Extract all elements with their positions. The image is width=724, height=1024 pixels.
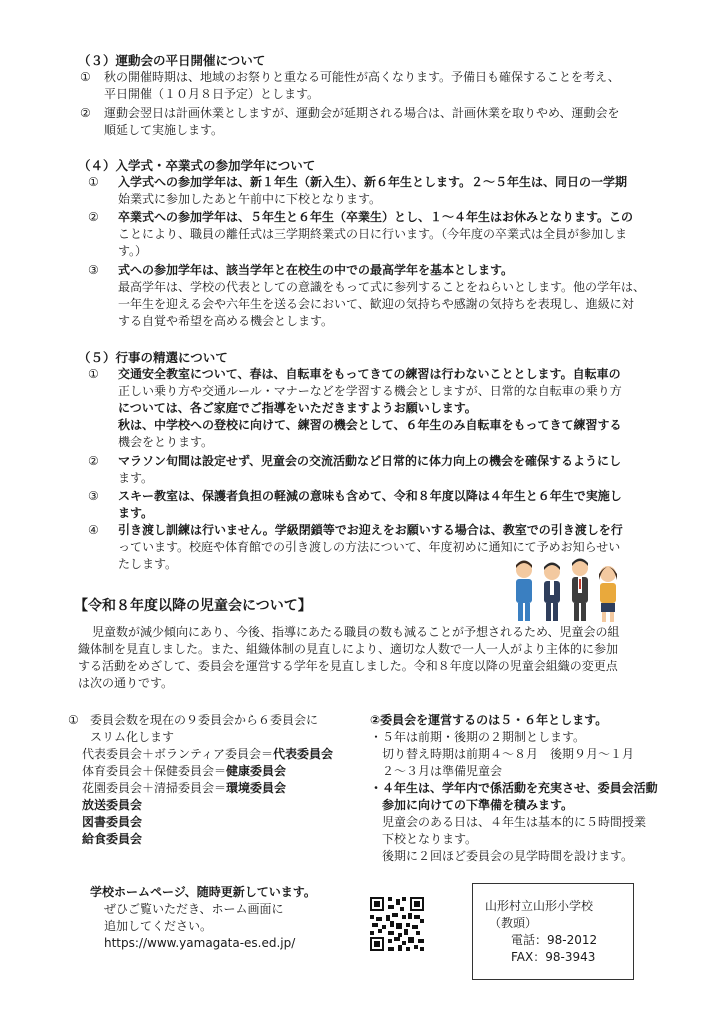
text-line: 委員会数を現在の９委員会から６委員会に [90,713,319,727]
committee-row [82,746,368,763]
text-line: 児童数が減少傾向にあり、今後、指導にあたる職員の数も減ることが予想されるため、児童会の組 [92,625,620,639]
homepage-url[interactable]: https://www.yamagata-es.ed.jp/ [104,936,296,950]
text-line: 参加に向けての下準備を積みます。 [370,798,574,812]
text-line: 織体制を見直しました。また、組織体制の見直しにより、適切な人数で一人一人がより主体的に参加 [78,642,619,656]
text-line: 入学式への参加学年は、新１年生（新入生）、新６年生とします。２～５年生は、同日の一学期 [118,175,628,189]
committee-merge: 代表委員会＋ボランティア委員会＝ [82,747,274,761]
homepage-title: 学校ホームページ、随時更新しています。 [90,885,316,899]
item-number: ① [80,70,91,84]
committee-row: 放送委員会 [82,798,143,812]
contact-role: （教頭） [489,916,538,930]
committee-row [82,780,368,797]
text-line: 一年生を迎える会や六年生を送る会において、歓迎の気持ちや感謝の気持ちを表現し、進級に対 [118,297,634,311]
text-line: 正しい乗り方や交通ルール・マナーなどを学習する機会としますが、日常的な自転車の乗り方 [118,384,622,398]
text-line: 後期に２回ほど委員会の見学時間を設けます。 [370,849,634,863]
item-number: ① [88,175,99,189]
committee-row [82,763,368,780]
text-line: 最高学年は、学校の代表としての意識をもって式に参列することをねらいとします。他の学年は、 [118,280,646,294]
text-line: ぜひご覧いただき、ホーム画面に [104,902,284,916]
contact-box [472,883,634,980]
text-line: たします。 [118,557,178,571]
text-line: 切り替え時期は前期４～８月 後期９月～１月 [370,747,635,761]
text-line: スキー教室は、保護者負担の軽減の意味も含めて、令和８年度以降は４年生と６年生で実施し [118,489,622,503]
text-line: 交通安全教室について、春は、自転車をもってきての練習は行わないこととします。自転車の [118,367,621,381]
text-line: 式への参加学年は、該当学年と在校生の中での最高学年を基本とします。 [118,263,514,277]
text-line: マラソン旬間は設定せず、児童会の交流活動など日常的に体力向上の機会を確保するようにし [118,454,622,468]
text-line: 引き渡し訓練は行いません。学級閉鎖等でお迎えをお願いする場合は、教室での引き渡しを行 [118,523,623,537]
contact-tel: 電話：98-2012 [511,933,598,947]
person-3-illustration [572,559,588,622]
grade-operation [370,712,700,865]
text-line: ・５年は前期・後期の２期制とします。 [370,730,586,744]
person-2-illustration [544,563,560,622]
committee-merge: 体育委員会＋保健委員会＝ [82,764,227,778]
school-name: 山形村立山形小学校 [485,899,594,913]
text-line: する活動をめざして、委員会を運営する学年を見直しました。令和８年度以降の児童会組織の変更点 [78,659,618,673]
text-line: については、各ご家庭でご指導をいただきますようお願いします。 [118,401,477,415]
committee-name: 環境委員会 [226,781,287,795]
text-line: っています。校庭や体育館での引き渡しの方法について、年度初めに通知にて予めお知らせい [118,540,621,554]
section-3-title: （３）運動会の平日開催について [78,53,266,68]
homepage-notice [90,884,360,952]
text-line: 児童会のある日は、４年生は基本的に５時間授業 [370,815,647,829]
committee-row: 図書委員会 [82,815,143,829]
item-number: ④ [88,523,99,537]
committee-list [68,712,368,848]
council-heading: 【令和８年度以降の児童会について】 [74,598,312,614]
committee-name: 健康委員会 [226,764,287,778]
text-line: ことにより、職員の離任式は三学期終業式の日に行います。（今年度の卒業式は全員が参加しま [118,227,628,241]
council-intro [78,624,658,692]
text-line: 機会をとります。 [118,435,214,449]
person-4-illustration [599,566,617,622]
text-line: 秋は、中学校への登校に向けて、練習の機会として、６年生のみ自転車をもってきて練習する [118,418,622,432]
committee-name: 代表委員会 [273,747,334,761]
text-line: ます。 [118,506,154,520]
text-line: す。） [118,244,148,258]
text-line: 卒業式への参加学年は、５年生と６年生（卒業生）とし、１～４年生はお休みとなります。この [118,210,634,224]
person-1-illustration [516,561,532,622]
item-number: ② [88,210,99,224]
text-line: は次の通りです。 [78,676,174,690]
text-line: ２～３月は準備児童会 [370,764,503,778]
staff-illustration [510,556,626,624]
text-line: 追加してください。 [104,919,213,933]
text-line: ます。 [118,471,154,485]
item-number: ③ [88,263,99,277]
qr-code-icon[interactable] [370,897,424,951]
committee-merge: 花園委員会＋清掃委員会＝ [82,781,227,795]
grade-operation-title: ②委員会を運営するのは５・６年とします。 [370,713,608,727]
text-line: する自覚や希望を高める機会とします。 [118,314,334,328]
item-number: ② [88,454,99,468]
item-number: ③ [88,489,99,503]
text-line: 運動会翌日は計画休業としますが、運動会が延期される場合は、計画休業を取りやめ、運動会を [104,106,620,120]
committee-row: 給食委員会 [82,832,143,846]
text-line: 順延して実施します。 [104,123,224,137]
text-line: 平日開催（１０月８日予定）とします。 [104,87,320,101]
text-line: 下校となります。 [370,832,478,846]
text-line: 秋の開催時期は、地域のお祭りと重なる可能性が高くなります。予備日も確保することを考え、 [104,70,620,84]
item-number: ② [80,106,91,120]
item-number: ① [88,367,99,381]
text-line: スリム化します [90,730,175,744]
section-5-title: （５）行事の精選について [78,350,228,365]
contact-fax: FAX：98-3943 [511,950,596,964]
section-4-title: （４）入学式・卒業式の参加学年について [78,158,316,173]
text-line: 始業式に参加したあと午前中に下校となります。 [118,192,382,206]
text-line: ・４年生は、学年内で係活動を充実させ、委員会活動 [370,781,658,795]
item-number: ① [68,713,79,727]
